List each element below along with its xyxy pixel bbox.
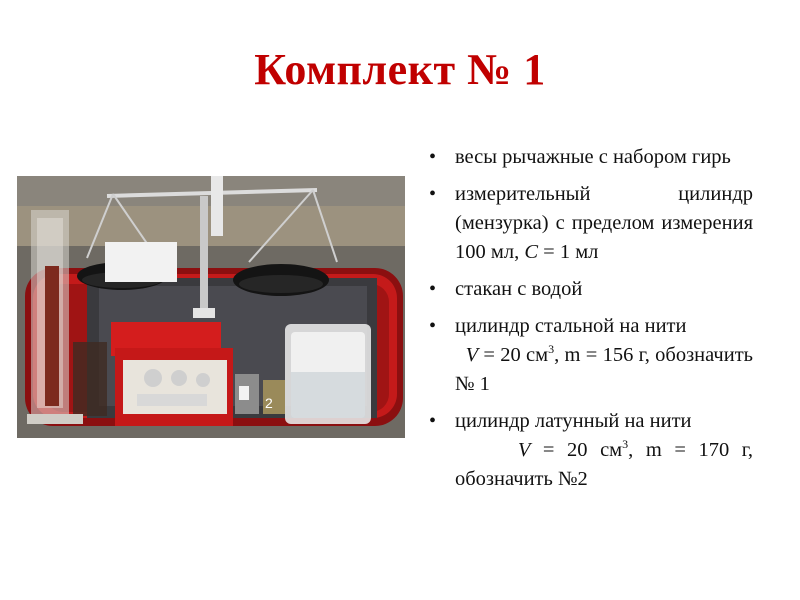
lab-equipment-photo [17, 176, 405, 438]
weight-label-two: 2 [265, 395, 273, 411]
mass-value: , m = 170 г, обозначить №2 [455, 439, 753, 490]
slide-title: Комплект № 1 [254, 45, 546, 94]
list-item [423, 180, 753, 267]
volume-symbol: V [465, 344, 479, 366]
item-text: • цилиндр стальной на нити [455, 315, 687, 337]
volume-value: = 20 см [478, 344, 549, 366]
item-text: стакан с водой [455, 278, 583, 300]
item-text: • цилиндр латунный на нити [455, 410, 692, 432]
volume-value: = 20 см [530, 439, 623, 461]
volume-exponent: 3 [622, 437, 629, 452]
mass-value: , m = 156 г, обозначить № 1 [455, 344, 754, 395]
volume-symbol: V [517, 439, 531, 461]
item-specs [455, 436, 753, 494]
volume-exponent: 3 [548, 342, 555, 357]
list-item [423, 143, 753, 172]
list-item [423, 312, 753, 399]
capacity-symbol: C [524, 241, 539, 263]
item-text: весы рычажные с набором гирь [455, 146, 731, 168]
capacity-value: = 1 мл [538, 241, 599, 263]
item-text: измерительный цилиндр (мензурка) с пределом измерения 100 мл, [455, 183, 753, 263]
equipment-list [423, 143, 753, 502]
list-item [423, 407, 753, 494]
list-item [423, 275, 753, 304]
item-specs [455, 341, 753, 399]
